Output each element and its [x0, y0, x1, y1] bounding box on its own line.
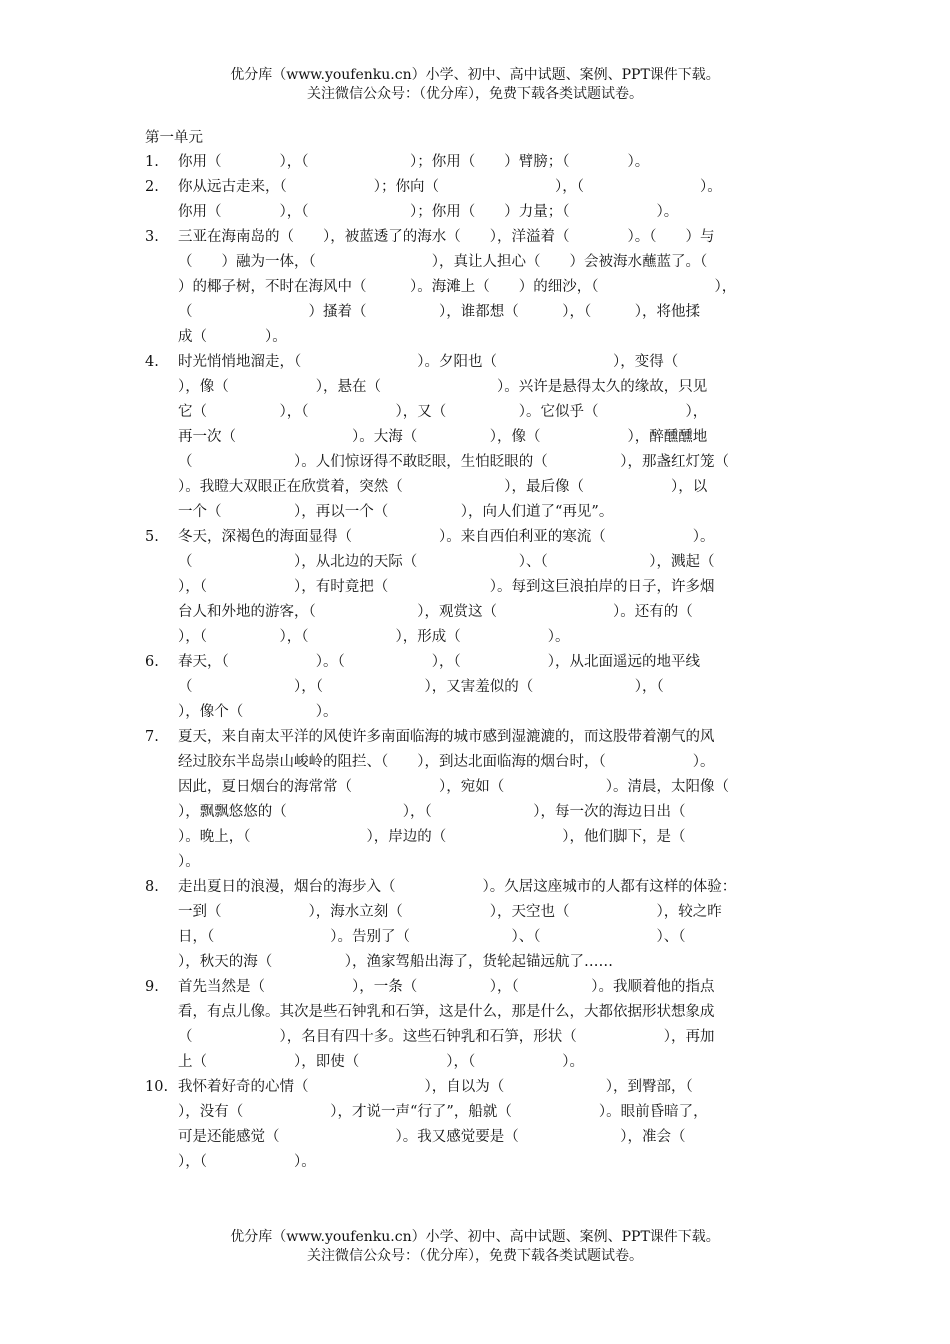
question-text-line: 你用（ ），（ ）；你用（ ）臂膀；（ ）。	[178, 154, 650, 170]
question-text-line: ）。晚上，（ ），岸边的（ ），他们脚下，是（	[178, 829, 686, 845]
question-text-line: ），飘飘悠悠的（ ），（ ），每一次的海边日出（	[178, 804, 686, 820]
header-line-1: 优分库（www.youfenku.cn）小学、初中、高中试题、案例、PPT课件下载。	[230, 67, 720, 83]
question-item	[145, 725, 813, 875]
question-text-line: 它（ ），（ ），又（ ）。它似乎（ ），	[178, 404, 708, 420]
question-list	[145, 150, 813, 1175]
question-text-line: （ ），名目有四十多。这些石钟乳和石笋，形状（ ），再加	[178, 1029, 715, 1045]
question-item	[145, 1075, 813, 1175]
section-title: 第一单元	[145, 130, 203, 146]
question-text-line: 一个（ ），再以一个（ ），向人们道了“再见”。	[178, 504, 614, 520]
question-item	[145, 350, 813, 525]
question-text-line: 看，有点儿像。其次是些石钟乳和石笋，这是什么，那是什么，大都依据形状想象成	[178, 1004, 715, 1020]
question-text-line: 我怀着好奇的心情（ ），自以为（ ），到臀部，（	[178, 1079, 693, 1095]
page-header	[0, 66, 950, 104]
header-line-2: 关注微信公众号：（优分库），免费下载各类试题试卷。	[307, 86, 643, 102]
question-number: 6.	[145, 654, 159, 670]
question-item	[145, 150, 813, 175]
question-text-line: ），像（ ），悬在（ ）。兴许是悬得太久的缘故，只见	[178, 379, 708, 395]
question-number: 3.	[145, 229, 159, 245]
question-number: 9.	[145, 979, 159, 995]
question-text-line: ）。我瞪大双眼正在欣赏着，突然（ ），最后像（ ），以	[178, 479, 708, 495]
question-item	[145, 525, 813, 650]
question-number: 7.	[145, 729, 159, 745]
footer-line-2: 关注微信公众号：（优分库），免费下载各类试题试卷。	[307, 1248, 643, 1264]
question-text-line: （ ），从北边的天际（ ）、（ ），溅起（	[178, 554, 715, 570]
question-number: 5.	[145, 529, 159, 545]
question-text-line: 你用（ ），（ ）；你用（ ）力量；（ ）。	[178, 204, 679, 220]
question-text-line: 你从远古走来，（ ）；你向（ ），（ ）。	[178, 179, 722, 195]
question-text-line: 可是还能感觉（ ）。我又感觉要是（ ），准会（	[178, 1129, 686, 1145]
question-item	[145, 975, 813, 1075]
question-text-line: ），没有（ ），才说一声“行了”，船就（ ）。眼前昏暗了，	[178, 1104, 708, 1120]
question-text-line: 时光悄悄地溜走，（ ）。夕阳也（ ），变得（	[178, 354, 679, 370]
question-item	[145, 175, 813, 225]
question-text-line: （ ），（ ），又害羞似的（ ），（	[178, 679, 664, 695]
question-text-line: 再一次（ ）。大海（ ），像（ ），醉醺醺地	[178, 429, 708, 445]
question-text-line: 台人和外地的游客，（ ），观赏这（ ）。还有的（	[178, 604, 693, 620]
question-text-line: 三亚在海南岛的（ ），被蓝透了的海水（ ），洋溢着（ ）。（ ）与	[178, 229, 715, 245]
page-footer	[0, 1228, 950, 1266]
question-text-line: ），秋天的海（ ），渔家驾船出海了，货轮起锚远航了……	[178, 954, 613, 970]
question-text-line: ），（ ），（ ），形成（ ）。	[178, 629, 570, 645]
question-item	[145, 225, 813, 350]
question-text-line: 一到（ ），海水立刻（ ），天空也（ ），较之昨	[178, 904, 722, 920]
question-text-line: 日，（ ）。告别了（ ）、（ ）、（	[178, 929, 686, 945]
question-number: 2.	[145, 179, 159, 195]
question-number: 8.	[145, 879, 159, 895]
question-text-line: 经过胶东半岛崇山峻岭的阻拦、（ ），到达北面临海的烟台时，（ ）。	[178, 754, 715, 770]
question-text-line: 成（ ）。	[178, 329, 287, 345]
question-number: 1.	[145, 154, 159, 170]
footer-line-1: 优分库（www.youfenku.cn）小学、初中、高中试题、案例、PPT课件下载。	[230, 1229, 720, 1245]
question-text-line: ），（ ）。	[178, 1154, 316, 1170]
question-text-line: 春天，（ ）。（ ），（ ），从北面遥远的地平线	[178, 654, 700, 670]
question-item	[145, 875, 813, 975]
question-text-line: 因此，夏日烟台的海常常（ ），宛如（ ）。清晨，太阳像（	[178, 779, 729, 795]
question-text-line: （ ）搔着（ ），谁都想（ ），（ ），将他揉	[178, 304, 700, 320]
question-text-line: （ ）。人们惊讶得不敢眨眼，生怕眨眼的（ ），那盏红灯笼（	[178, 454, 729, 470]
question-number: 4.	[145, 354, 159, 370]
question-text-line: 走出夏日的浪漫，烟台的海步入（ ）。久居这座城市的人都有这样的体验：	[178, 879, 737, 895]
question-text-line: ），像个（ ）。	[178, 704, 338, 720]
question-text-line: 夏天，来自南太平洋的风使许多南面临海的城市感到湿漉漉的，而这股带着潮气的风	[178, 729, 715, 745]
question-text-line: （ ）融为一体，（ ），真让人担心（ ）会被海水蘸蓝了。（	[178, 254, 708, 270]
question-text-line: ），（ ），有时竟把（ ）。每到这巨浪拍岸的日子，许多烟	[178, 579, 715, 595]
question-item	[145, 650, 813, 725]
question-text-line: ）的椰子树，不时在海风中（ ）。海滩上（ ）的细沙，（ ），	[178, 279, 737, 295]
question-text-line: 冬天，深褐色的海面显得（ ）。来自西伯利亚的寒流（ ）。	[178, 529, 715, 545]
question-text-line: ）。	[178, 854, 200, 870]
question-text-line: 上（ ），即使（ ），（ ）。	[178, 1054, 584, 1070]
question-number: 10.	[145, 1079, 169, 1095]
question-text-line: 首先当然是（ ），一条（ ），（ ）。我顺着他的指点	[178, 979, 715, 995]
